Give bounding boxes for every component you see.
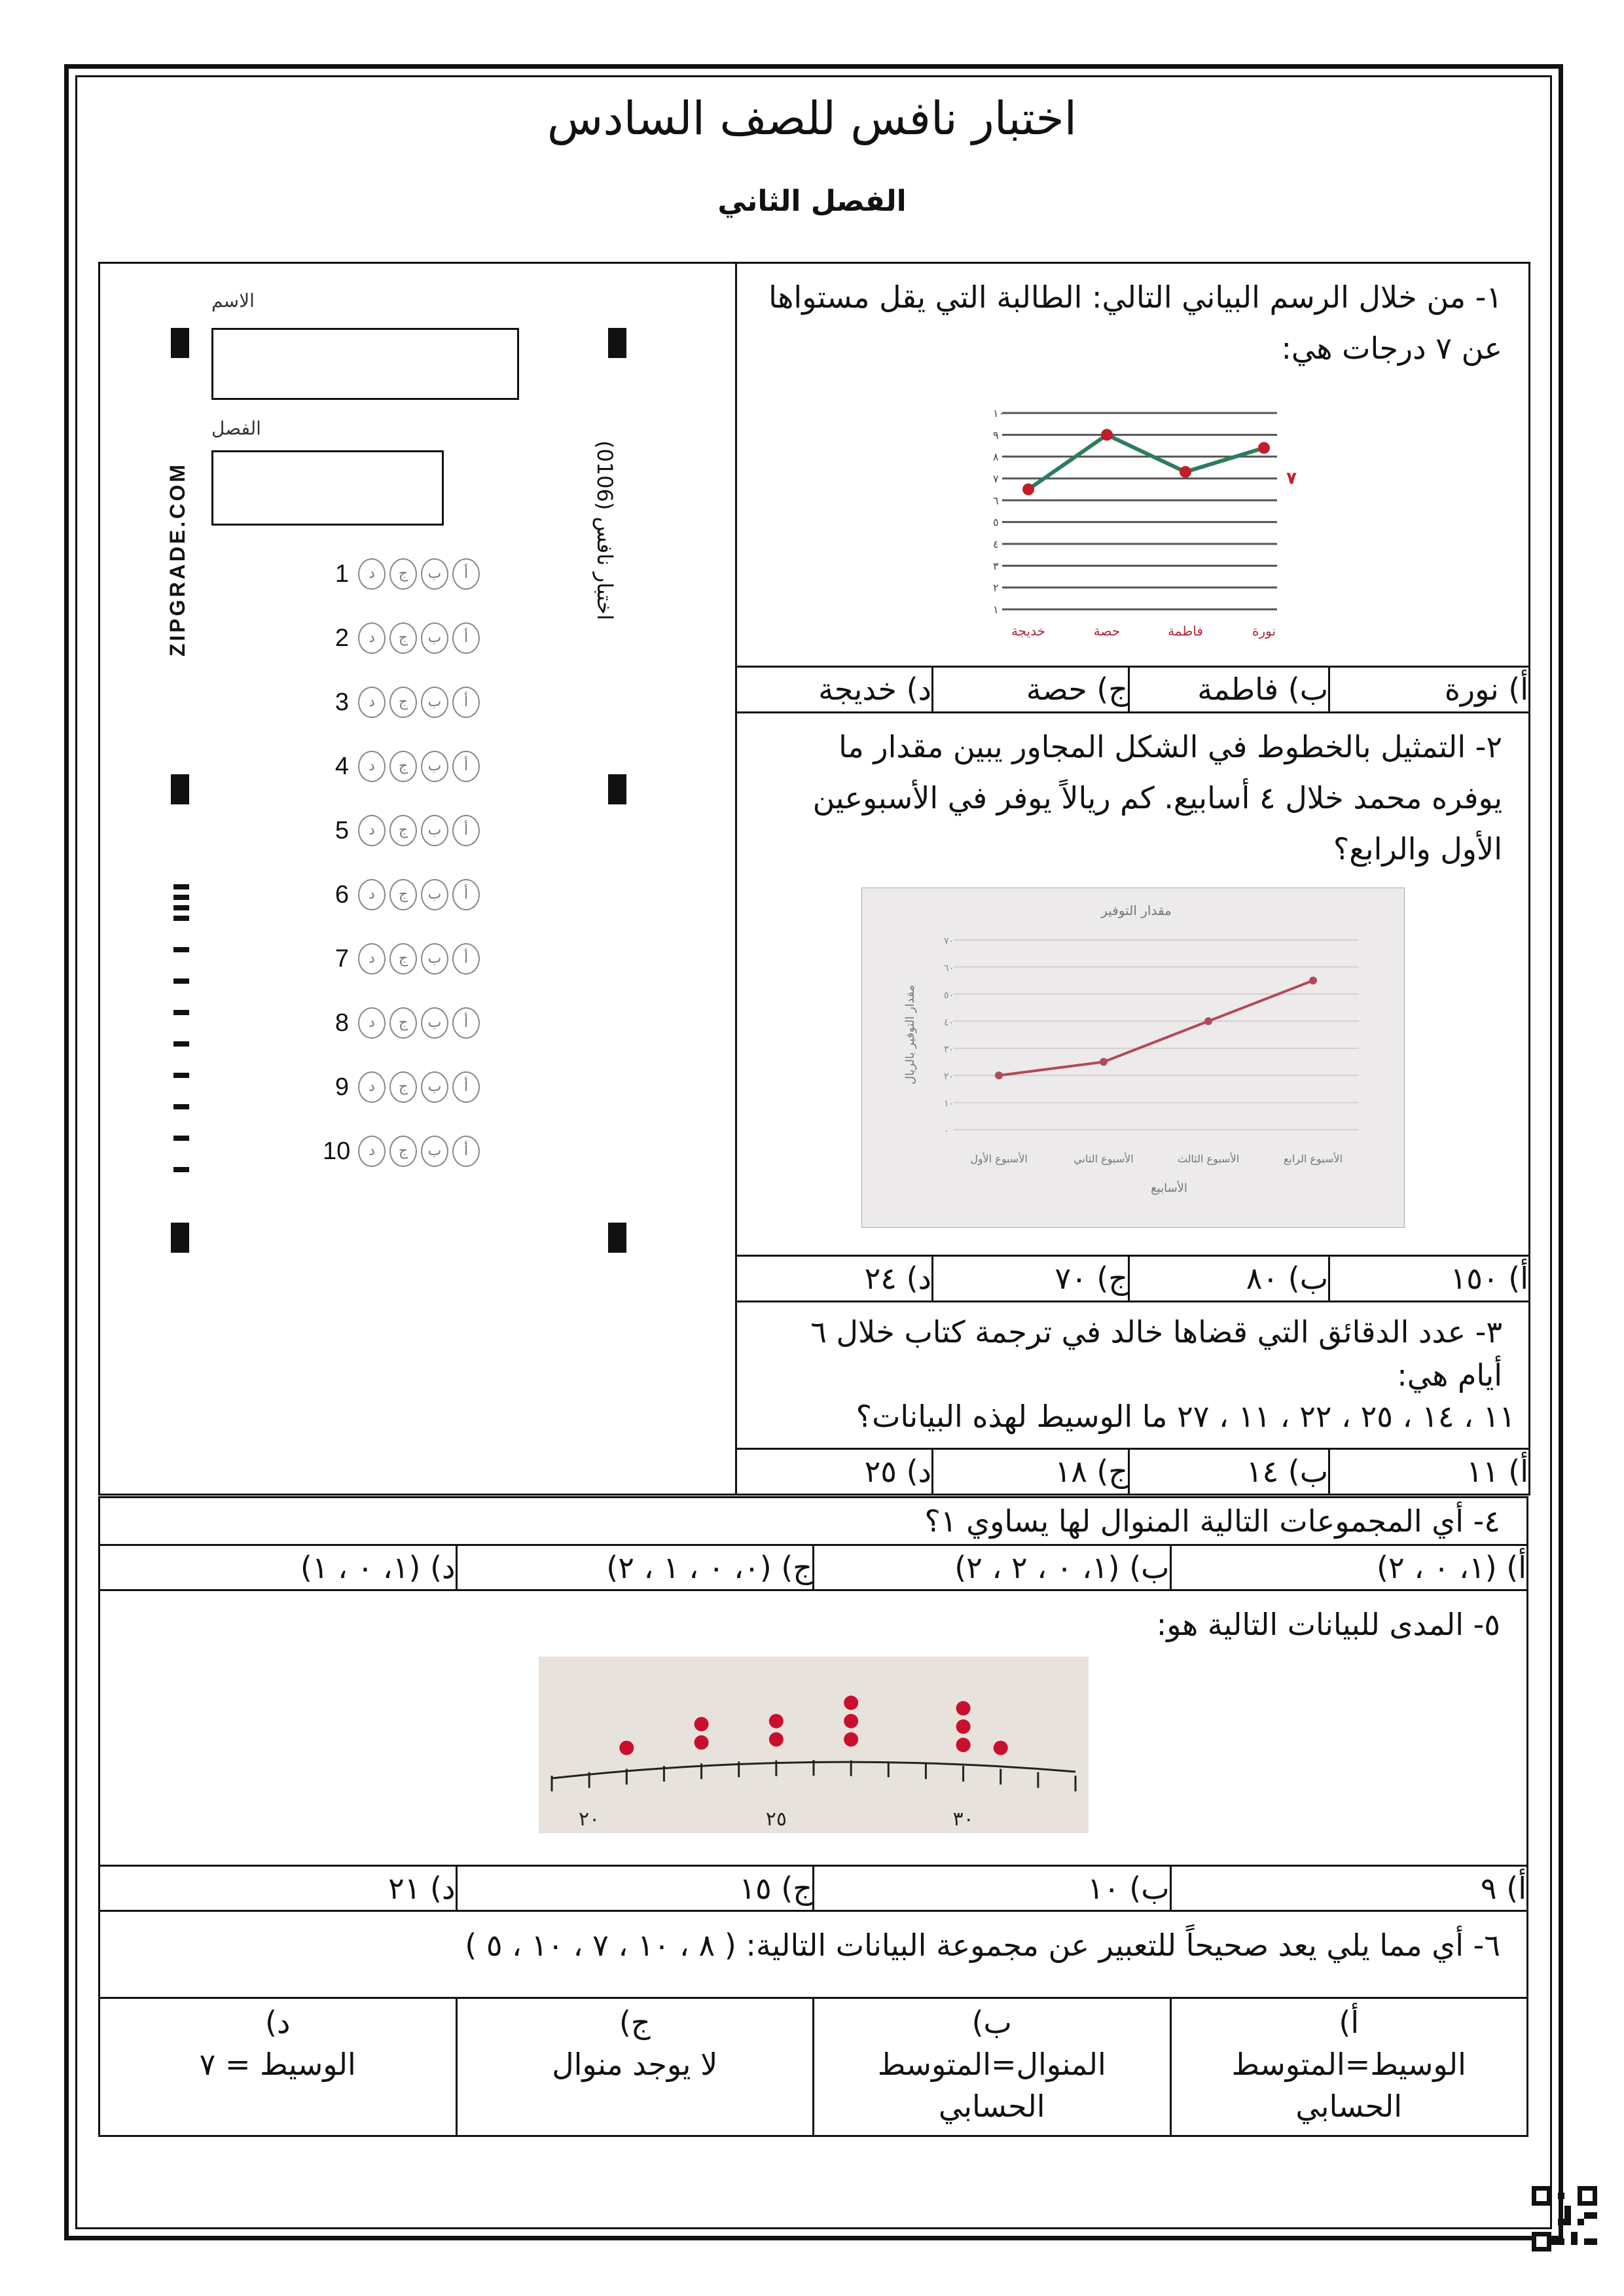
page-title: اختبار نافس للصف السادس xyxy=(547,92,1077,145)
q2-line-chart xyxy=(861,888,1405,1228)
class-label: الفصل xyxy=(211,418,261,439)
answer-bubble[interactable]: د xyxy=(358,751,386,782)
bubble-row-number: 10 xyxy=(323,1137,351,1165)
data-point xyxy=(1100,1058,1108,1066)
answer-sheet: الاسم الفصل ZIPGRADE.COM اختبار نافس (0106) 1 د ج ب أ 2 د ج ب أ 3 د ج ب أ 4 د ج ب أ 5 د ج ب أ 6 د ج ب أ 7 د ج ب أ 8 د ج ب أ 9 د ج ب أ 10 د ج ب أ xyxy=(100,264,735,1494)
answer-bubble[interactable]: ج xyxy=(389,1136,417,1167)
answer-bubble[interactable]: ج xyxy=(389,815,417,846)
q4-option-a[interactable]: أ) (١، ٠ ، ٢) xyxy=(1170,1545,1528,1590)
answer-bubble[interactable]: أ xyxy=(452,558,480,590)
y-tick-label: ٨ xyxy=(992,450,999,463)
x-tick-label: خديجة xyxy=(1011,623,1045,639)
bubble-row xyxy=(323,815,484,846)
name-field[interactable] xyxy=(211,328,519,400)
bubble-row-number: 1 xyxy=(334,560,349,588)
bubble-row-number: 7 xyxy=(334,944,349,973)
y-tick-label: ٧ xyxy=(992,473,999,485)
data-point xyxy=(1309,977,1317,984)
bubble-row xyxy=(323,879,484,910)
bubble-row-number: 2 xyxy=(334,624,349,652)
answer-bubble[interactable]: ج xyxy=(389,879,417,910)
x-axis-label: الأسابيع xyxy=(1150,1181,1187,1195)
x-tick-label: فاطمة xyxy=(1167,623,1203,639)
answer-bubble[interactable]: أ xyxy=(452,1007,480,1039)
answer-bubble[interactable]: ج xyxy=(389,943,417,975)
data-dot xyxy=(844,1732,858,1747)
bubble-row-number: 6 xyxy=(334,880,349,908)
q3-option-d[interactable]: د) ٢٥ xyxy=(736,1449,933,1495)
answer-bubble[interactable]: أ xyxy=(452,1136,480,1167)
answer-bubble[interactable]: د xyxy=(358,687,386,718)
q6-option-b[interactable] xyxy=(814,1998,1171,2136)
q5-option-a[interactable]: أ) ٩ xyxy=(1170,1866,1528,1911)
y-tick-label: ٦٠ xyxy=(943,962,954,973)
y-tick-label: ١٠ xyxy=(992,407,1004,420)
q4-option-d[interactable]: د) (١، ٠ ، ١) xyxy=(99,1545,457,1590)
bubble-row-number: 4 xyxy=(334,752,349,780)
series-line xyxy=(1028,435,1264,489)
data-dot xyxy=(694,1735,708,1749)
chart-title: مقدار التوفير xyxy=(1100,902,1172,918)
q6-option-d[interactable] xyxy=(99,1998,457,2136)
answer-bubble[interactable]: أ xyxy=(452,1071,480,1103)
q6-text: ٦- أي مما يلي يعد صحيحاً للتعبير عن مجموعة البيانات التالية: ( ٨ ، ١٠ ، ٧ ، ١٠ ، ٥ ) xyxy=(465,1928,1500,1963)
q4-text: ٤- أي المجموعات التالية المنوال لها يساوي ١؟ xyxy=(924,1503,1500,1539)
answer-bubble[interactable]: أ xyxy=(452,815,480,846)
y-tick-label: ٢ xyxy=(992,581,999,594)
bubble-row xyxy=(323,1007,484,1039)
data-point xyxy=(1204,1017,1212,1025)
q3-option-a[interactable]: أ) ١١ xyxy=(1329,1449,1530,1495)
q4-option-b[interactable]: ب) (١، ٠ ، ٢ ، ٢) xyxy=(814,1545,1171,1590)
exam-code-text: اختبار نافس (0106) xyxy=(592,440,617,620)
answer-bubble[interactable]: د xyxy=(358,1007,386,1039)
q2-cell xyxy=(736,712,1530,1256)
answer-bubble[interactable]: ب xyxy=(421,1136,448,1167)
bubble-row xyxy=(323,622,484,654)
q5-option-b[interactable]: ب) ١٠ xyxy=(814,1866,1171,1911)
q1-option-d[interactable]: د) خديجة xyxy=(736,666,933,712)
x-tick-label: الأسبوع الأول xyxy=(969,1152,1028,1165)
data-dot xyxy=(956,1701,970,1715)
y-tick-label: ٣ xyxy=(992,560,999,573)
bubble-row xyxy=(323,751,484,782)
answer-bubble[interactable]: أ xyxy=(452,943,480,975)
q6-option-a[interactable] xyxy=(1170,1998,1528,2136)
q6-option-d-letter: د) xyxy=(265,2005,291,2040)
q6-option-a-letter: أ) xyxy=(1339,2005,1360,2040)
x-tick-label: الأسبوع الثالث xyxy=(1177,1152,1239,1165)
y-tick-label: ١ xyxy=(992,603,999,616)
answer-bubble[interactable]: د xyxy=(358,558,386,590)
answer-bubble[interactable]: د xyxy=(358,943,386,975)
registration-mark xyxy=(608,774,626,804)
answer-bubble[interactable]: ب xyxy=(421,815,448,846)
page-subtitle: الفصل الثاني xyxy=(717,185,907,218)
q2-option-c[interactable]: ج) ٧٠ xyxy=(933,1256,1129,1302)
data-dot xyxy=(844,1714,858,1729)
q6-option-b-letter: ب) xyxy=(971,2005,1012,2040)
data-dot xyxy=(619,1741,634,1755)
q6-cell xyxy=(99,1911,1528,1998)
q6-option-c[interactable] xyxy=(456,1998,814,2136)
bubble-row-number: 9 xyxy=(334,1073,349,1101)
x-tick-label: ٢٠ xyxy=(578,1808,600,1831)
data-point xyxy=(1101,429,1113,440)
y-tick-label: ٥٠ xyxy=(943,990,954,1001)
y-tick-label: ٦ xyxy=(992,494,999,507)
answer-bubble[interactable]: ج xyxy=(389,1007,417,1039)
q1-option-c[interactable]: ج) حصة xyxy=(933,666,1129,712)
q3-cell xyxy=(736,1302,1530,1449)
y-axis-label: مقدار التوفير بالريال xyxy=(903,984,917,1085)
bubble-row-number: 5 xyxy=(334,816,349,844)
q5-option-d[interactable]: د) ٢١ xyxy=(99,1866,457,1911)
data-dot xyxy=(694,1717,708,1731)
data-dot xyxy=(768,1732,783,1747)
bubble-row xyxy=(323,687,484,718)
answer-bubble[interactable]: أ xyxy=(452,687,480,718)
answer-sheet-cell xyxy=(99,263,736,1495)
q2-option-b[interactable]: ب) ٨٠ xyxy=(1129,1256,1329,1302)
answer-bubble[interactable]: ب xyxy=(421,1071,448,1103)
q5-text: ٥- المدى للبيانات التالية هو: xyxy=(1156,1607,1500,1642)
q4-cell xyxy=(99,1498,1528,1545)
answer-bubble[interactable]: د xyxy=(358,1136,386,1167)
y-tick-label: ١٠ xyxy=(943,1098,954,1109)
bubble-row xyxy=(323,1136,484,1167)
q5-dot-plot xyxy=(539,1657,1089,1833)
x-tick-label: الأسبوع الرابع xyxy=(1283,1152,1343,1165)
answer-bubble[interactable]: د xyxy=(358,815,386,846)
answer-bubble[interactable]: ج xyxy=(389,687,417,718)
name-label: الاسم xyxy=(211,290,255,312)
registration-mark xyxy=(171,1223,189,1253)
answer-bubble[interactable]: د xyxy=(358,879,386,910)
q1-line-chart xyxy=(956,387,1310,649)
answer-bubble[interactable]: د xyxy=(358,1071,386,1103)
q3-option-b[interactable]: ب) ١٤ xyxy=(1129,1449,1329,1495)
answer-bubble[interactable]: ج xyxy=(389,558,417,590)
data-dot xyxy=(768,1714,783,1729)
answer-bubble[interactable]: ب xyxy=(421,1007,448,1039)
q6-option-b-text: المنوال=المتوسط الحسابي xyxy=(877,2047,1106,2124)
data-dot xyxy=(844,1696,858,1710)
x-tick-label: نورة xyxy=(1252,623,1276,639)
qr-code-icon xyxy=(1532,2186,1597,2251)
answer-bubble[interactable]: أ xyxy=(452,751,480,782)
q1-cell xyxy=(736,263,1530,667)
y-tick-label: ٠ xyxy=(943,1125,949,1136)
bubble-row-number: 3 xyxy=(334,688,349,716)
q1-text: ١- من خلال الرسم البياني التالي: الطالبة التي يقل مستواها عن ٧ درجات هي: xyxy=(768,279,1503,366)
data-dot xyxy=(956,1738,970,1752)
x-tick-label: ٢٥ xyxy=(765,1808,787,1831)
data-point xyxy=(1258,442,1270,454)
q2-text: ٢- التمثيل بالخطوط في الشكل المجاور يبين مقدار ما يوفره محمد خلال ٤ أسابيع. كم ريالاً يوفر في الأسبوعين الأول والرابع؟ xyxy=(812,728,1503,867)
registration-mark xyxy=(171,328,189,358)
registration-mark xyxy=(171,774,189,804)
exam-table-lower xyxy=(98,1496,1528,2137)
answer-bubble[interactable]: ب xyxy=(421,943,448,975)
q1-option-a[interactable]: أ) نورة xyxy=(1329,666,1530,712)
registration-mark xyxy=(608,1223,626,1253)
q5-option-c[interactable]: ج) ١٥ xyxy=(456,1866,814,1911)
q6-option-a-text: الوسيط=المتوسط الحسابي xyxy=(1231,2047,1466,2124)
answer-bubble[interactable]: ج xyxy=(389,622,417,654)
y-tick-label: ٧٠ xyxy=(943,935,954,946)
answer-bubble[interactable]: أ xyxy=(452,622,480,654)
data-point xyxy=(1180,466,1191,478)
y-tick-label: ٤ xyxy=(992,538,999,550)
y-tick-label: ٥ xyxy=(992,516,999,529)
bubble-row xyxy=(323,558,484,590)
timing-marks xyxy=(173,884,189,1172)
q2-option-a[interactable]: أ) ١٥٠ xyxy=(1329,1256,1530,1302)
answer-bubble[interactable]: ج xyxy=(389,751,417,782)
answer-bubble[interactable]: د xyxy=(358,622,386,654)
q3-option-c[interactable]: ج) ١٨ xyxy=(933,1449,1129,1495)
data-dot xyxy=(993,1741,1007,1755)
q6-option-c-text: لا يوجد منوال xyxy=(552,2047,718,2082)
bubble-row-number: 8 xyxy=(334,1009,349,1037)
bubble-row xyxy=(323,943,484,975)
x-tick-label: ٣٠ xyxy=(952,1808,974,1831)
registration-mark xyxy=(608,328,626,358)
answer-bubble[interactable]: ب xyxy=(421,558,448,590)
answer-bubble[interactable]: ب xyxy=(421,687,448,718)
answer-bubble[interactable]: أ xyxy=(452,879,480,910)
data-dot xyxy=(956,1719,970,1734)
y-tick-label: ٤٠ xyxy=(943,1016,954,1028)
q3-data-line: ١١ ، ١٤ ، ٢٥ ، ٢٢ ، ١١ ، ٢٧ ما الوسيط لهذه البيانات؟ xyxy=(856,1399,1516,1435)
answer-bubble[interactable]: ب xyxy=(421,622,448,654)
q3-text: ٣- عدد الدقائق التي قضاها خالد في ترجمة كتاب خلال ٦ أيام هي: xyxy=(810,1314,1503,1393)
q5-cell xyxy=(99,1590,1528,1866)
q2-option-d[interactable]: د) ٢٤ xyxy=(736,1256,933,1302)
y-tick-label: ٩ xyxy=(992,429,999,442)
x-tick-label: حصة xyxy=(1093,623,1120,639)
q1-option-b[interactable]: ب) فاطمة xyxy=(1129,666,1329,712)
q6-option-c-letter: ج) xyxy=(619,2005,651,2040)
q6-option-d-text: الوسيط = ٧ xyxy=(199,2047,356,2082)
q4-option-c[interactable]: ج) (٠، ٠ ، ١ ، ٢) xyxy=(456,1545,814,1590)
data-point xyxy=(995,1071,1003,1079)
x-tick-label: الأسبوع الثاني xyxy=(1073,1152,1134,1165)
chart-background xyxy=(861,888,1405,1228)
data-point xyxy=(1022,484,1034,495)
annotation-label: ٧ xyxy=(1286,469,1297,488)
exam-table xyxy=(98,262,1530,1496)
answer-bubble[interactable]: ج xyxy=(389,1071,417,1103)
answer-bubble[interactable]: ب xyxy=(421,879,448,910)
y-tick-label: ٣٠ xyxy=(943,1044,954,1055)
class-field[interactable] xyxy=(211,450,444,526)
bubble-row xyxy=(323,1071,484,1103)
answer-bubble[interactable]: ب xyxy=(421,751,448,782)
y-tick-label: ٢٠ xyxy=(943,1071,954,1082)
